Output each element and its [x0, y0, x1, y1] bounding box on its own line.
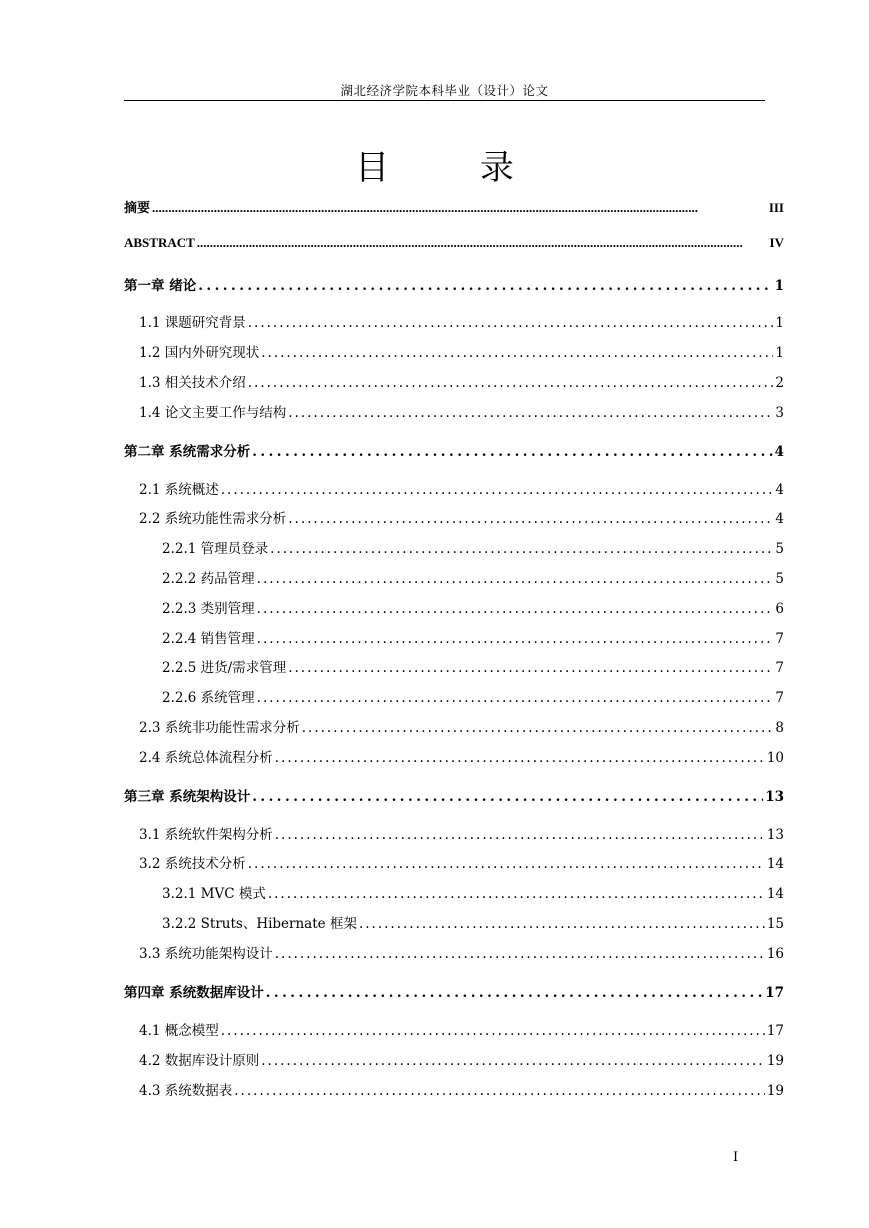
toc-label: 2.2.2 药品管理 — [162, 571, 255, 587]
toc-page: 4 — [775, 482, 784, 498]
dot-leader — [275, 946, 765, 962]
dot-leader — [248, 856, 765, 872]
running-header: 湖北经济学院本科毕业（设计）论文 — [340, 83, 549, 98]
toc-entry-chapter-2[interactable] — [124, 440, 784, 460]
dot-leader — [268, 886, 765, 902]
toc-label: 2.2.4 销售管理 — [162, 631, 255, 647]
toc-entry-3-1[interactable] — [139, 823, 784, 843]
toc-entry-1-4[interactable] — [139, 401, 784, 421]
toc-label: 4.2 数据库设计原则 — [139, 1053, 260, 1069]
dot-leader — [252, 444, 772, 460]
toc-page: 14 — [766, 886, 784, 902]
toc-page: 13 — [765, 789, 784, 805]
toc-label: 3.2.2 Struts、Hibernate 框架 — [162, 916, 357, 932]
toc-entry-4-2[interactable] — [139, 1049, 784, 1069]
toc-label: 3.3 系统功能架构设计 — [139, 946, 273, 962]
toc-page: 4 — [775, 511, 784, 527]
toc-entry-2-4[interactable] — [139, 746, 784, 766]
toc-label: ABSTRACT — [124, 235, 195, 250]
toc-label: 4.1 概念模型 — [139, 1023, 219, 1039]
dot-leader — [288, 511, 773, 527]
dot-leader — [197, 235, 768, 251]
dot-leader — [221, 1023, 765, 1039]
toc-label: 2.4 系统总体流程分析 — [139, 750, 273, 766]
toc-label: 2.2.5 进货/需求管理 — [162, 660, 287, 676]
dot-leader — [261, 1053, 765, 1069]
toc-entry-1-3[interactable] — [139, 371, 784, 391]
dot-leader — [257, 631, 774, 647]
toc-entry-2-2-1[interactable] — [162, 537, 784, 557]
dot-leader — [261, 345, 773, 361]
toc-entry-4-3[interactable] — [139, 1079, 784, 1099]
toc-page: 5 — [775, 571, 784, 587]
toc-page: 10 — [766, 750, 784, 766]
toc-page: 6 — [775, 601, 784, 617]
dot-leader — [252, 789, 763, 805]
toc-entry-chapter-1[interactable] — [124, 274, 784, 294]
toc-entry-2-2-2[interactable] — [162, 567, 784, 587]
toc-label: 3.2 系统技术分析 — [139, 856, 246, 872]
toc-page: 17 — [765, 985, 784, 1001]
toc-entry-1-1[interactable] — [139, 311, 784, 331]
toc-page: 1 — [775, 315, 784, 331]
toc-entry-4-1[interactable] — [139, 1019, 784, 1039]
toc-label: 1.4 论文主要工作与结构 — [139, 405, 287, 421]
dot-leader — [221, 482, 774, 498]
toc-page: IV — [769, 235, 784, 250]
toc-entry-chapter-4[interactable] — [124, 981, 784, 1001]
dot-leader — [257, 601, 774, 617]
toc-entry-3-3[interactable] — [139, 942, 784, 962]
toc-page: 5 — [775, 541, 784, 557]
toc-page: 7 — [775, 690, 784, 706]
dot-leader — [234, 1083, 765, 1099]
toc-entry-2-3[interactable] — [139, 716, 784, 736]
toc-page: 8 — [775, 720, 784, 736]
dot-leader — [288, 660, 773, 676]
toc-entry-2-2[interactable] — [139, 507, 784, 527]
dot-leader — [288, 405, 773, 421]
toc-label: 1.1 课题研究背景 — [139, 315, 246, 331]
toc-entry-2-1[interactable] — [139, 478, 784, 498]
dot-leader — [270, 541, 773, 557]
toc-page: 19 — [766, 1083, 784, 1099]
toc-page: III — [768, 200, 784, 215]
toc-label: 第二章 系统需求分析 — [124, 444, 251, 460]
toc-page: 14 — [766, 856, 784, 872]
toc-label: 第三章 系统架构设计 — [124, 789, 251, 805]
toc-page: 4 — [774, 444, 784, 460]
toc-label: 3.1 系统软件架构分析 — [139, 827, 273, 843]
toc-label: 2.2.6 系统管理 — [162, 690, 255, 706]
toc-page: 15 — [766, 916, 784, 932]
toc-label: 2.3 系统非功能性需求分析 — [139, 720, 300, 736]
dot-leader — [248, 315, 774, 331]
toc-entry-abstract-cn[interactable] — [124, 197, 784, 217]
dot-leader — [257, 690, 774, 706]
toc-page: 7 — [775, 660, 784, 676]
toc-page: 2 — [775, 375, 784, 391]
toc-entry-abstract-en[interactable] — [124, 235, 784, 255]
dot-leader — [266, 985, 764, 1001]
toc-page: 3 — [775, 405, 784, 421]
toc-entry-3-2-2[interactable] — [162, 912, 784, 932]
toc-entry-2-2-3[interactable] — [162, 597, 784, 617]
toc-label: 第四章 系统数据库设计 — [124, 985, 264, 1001]
toc-label: 摘要 — [124, 200, 151, 215]
dot-leader — [275, 827, 765, 843]
toc-label: 2.2.3 类别管理 — [162, 601, 255, 617]
dot-leader — [257, 571, 774, 587]
toc-label: 1.3 相关技术介绍 — [139, 375, 246, 391]
toc-page: 17 — [766, 1023, 784, 1039]
toc-page: 1 — [774, 278, 784, 294]
toc-page: 16 — [766, 946, 784, 962]
dot-leader — [302, 720, 774, 736]
toc-label: 1.2 国内外研究现状 — [139, 345, 260, 361]
toc-label: 3.2.1 MVC 模式 — [162, 886, 266, 902]
toc-label: 2.2.1 管理员登录 — [162, 541, 269, 557]
toc-entry-1-2[interactable] — [139, 341, 784, 361]
toc-entry-3-2[interactable] — [139, 852, 784, 872]
dot-leader — [275, 750, 765, 766]
toc-page: 19 — [766, 1053, 784, 1069]
toc-label: 第一章 绪论 — [124, 278, 197, 294]
dot-leader — [152, 200, 767, 216]
dot-leader — [248, 375, 774, 391]
header-rule — [124, 100, 765, 101]
page-number: I — [733, 1150, 739, 1165]
toc-page: 13 — [766, 827, 784, 843]
dot-leader — [359, 916, 765, 932]
toc-label: 2.2 系统功能性需求分析 — [139, 511, 287, 527]
toc-entry-2-2-5[interactable] — [162, 656, 784, 676]
toc-entry-2-2-6[interactable] — [162, 686, 784, 706]
toc-entry-2-2-4[interactable] — [162, 627, 784, 647]
dot-leader — [198, 278, 772, 294]
toc-entry-chapter-3[interactable] — [124, 785, 784, 805]
toc-title: 目 录 — [355, 148, 554, 188]
toc-page: 1 — [775, 345, 784, 361]
toc-page: 7 — [775, 631, 784, 647]
toc-label: 4.3 系统数据表 — [139, 1083, 233, 1099]
toc-entry-3-2-1[interactable] — [162, 882, 784, 902]
toc-label: 2.1 系统概述 — [139, 482, 219, 498]
